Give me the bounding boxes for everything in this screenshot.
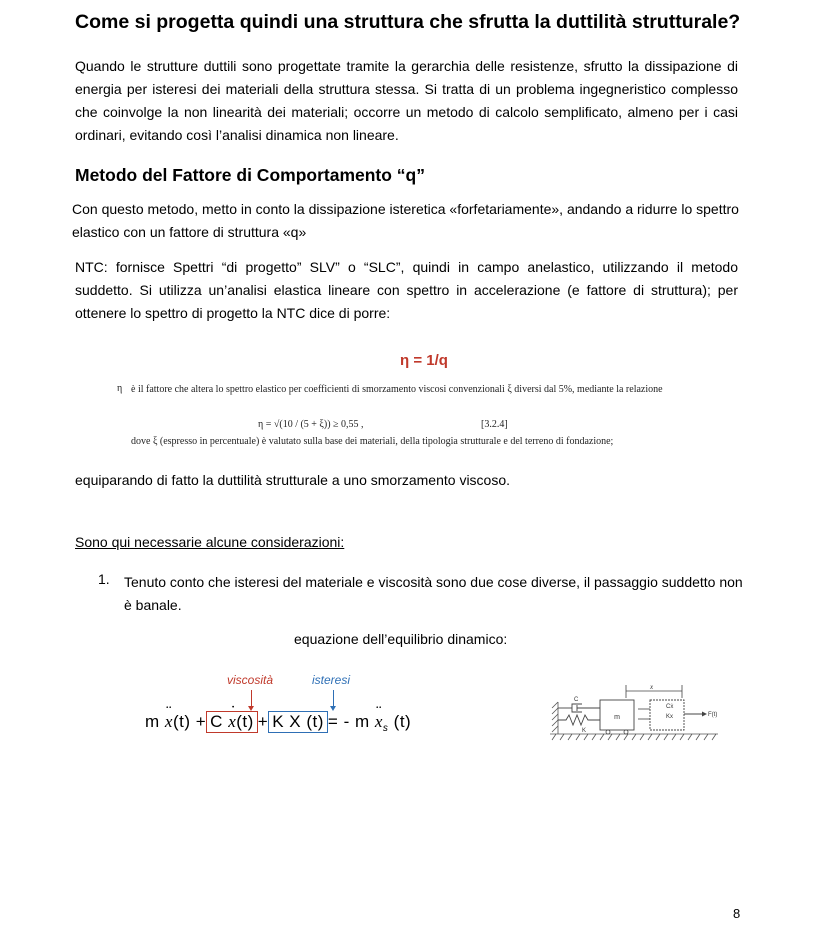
c-label: C	[574, 697, 579, 703]
eq-rhs: - m	[343, 712, 370, 731]
eq-time-2: (t)	[236, 712, 254, 731]
dynamic-equilibrium-equation	[145, 711, 411, 734]
page-number: 8	[733, 906, 741, 921]
excerpt-formula: η = √(10 / (5 + ξ)) ≥ 0,55 ,	[258, 419, 364, 430]
viscosity-arrow	[251, 690, 252, 707]
list-item-number: 1.	[98, 571, 110, 587]
eq-displacement: X	[289, 712, 302, 731]
eq-acceleration: ¨ x	[165, 712, 173, 732]
k-label: K	[582, 728, 587, 734]
x-label: x	[650, 683, 654, 691]
excerpt-line-2: dove ξ (espresso in percentuale) è valutato sulla base dei materiali, della tipologia strutturale e del terreno di fondazione;	[131, 436, 614, 447]
free-body-forces	[638, 709, 650, 719]
eq-subscript: s	[382, 723, 389, 734]
eq-time-3: (t)	[306, 712, 324, 731]
wall-hatching	[552, 702, 558, 734]
eq-velocity: ˙ x	[228, 712, 236, 732]
eq-stiffness-term	[268, 711, 328, 733]
sdof-system-diagram	[546, 682, 726, 742]
equation-title: equazione dell’equilibrio dinamico:	[294, 631, 508, 647]
hysteresis-label: isteresi	[312, 673, 351, 687]
hysteresis-arrow	[333, 690, 334, 707]
cx-label: Cẋ	[666, 704, 674, 710]
kx-label: Kx	[666, 714, 674, 720]
list-item-text: Tenuto conto che isteresi del materiale e viscosità sono due cose diverse, il passaggio suddetto non è banale.	[124, 574, 743, 613]
eq-damping-term	[206, 711, 258, 733]
section-heading: Metodo del Fattore di Comportamento “q”	[75, 165, 425, 185]
ground-hatching	[550, 734, 718, 740]
method-paragraph: Con questo metodo, metto in conto la dissipazione isteretica «forfetariamente», andando a ridurre lo spettro elastico con un fattore di struttura «q»	[72, 201, 739, 240]
conclusion-paragraph: equiparando di fatto la duttilità strutturale a uno smorzamento viscoso.	[75, 472, 511, 488]
excerpt-symbol: η	[117, 383, 123, 394]
damper-icon	[558, 704, 600, 712]
ntc-paragraph: NTC: fornisce Spettri “di progetto” SLV” o “SLC”, quindi in campo anelastico, utilizzando il metodo suddetto. Si utilizza un’analisi elastica lineare con spettro in accelerazione (e fattore di struttura); per ottenere lo spettro di progetto la NTC dice di porre:	[75, 259, 738, 321]
eq-time-4: (t)	[393, 712, 412, 731]
eq-damping-coefficient: C	[210, 712, 223, 731]
mass-label: m	[614, 714, 620, 721]
displacement-dimension	[626, 685, 682, 698]
considerations-title: Sono qui necessarie alcune considerazioni:	[75, 534, 345, 550]
eq-equals: =	[327, 712, 339, 731]
eq-stiffness: K	[272, 712, 285, 731]
eq-plus-2: +	[257, 712, 269, 731]
eq-time-1: (t)	[172, 712, 191, 731]
eq-plus-1: +	[195, 712, 207, 731]
spring-icon	[558, 715, 600, 725]
eta-formula: η = 1/q	[400, 352, 448, 369]
page-heading: Come si progetta quindi una struttura che sfrutta la duttilità strutturale?	[75, 11, 741, 33]
excerpt-reference: [3.2.4]	[481, 419, 508, 430]
force-label: F(t)	[708, 712, 718, 718]
eq-ground-acceleration: ¨ x	[375, 712, 383, 732]
viscosity-label: viscosità	[227, 673, 274, 687]
excerpt-line-1: è il fattore che altera lo spettro elastico per coefficienti di smorzamento viscosi convenzionali ξ diversi dal 5%, mediante la relazione	[131, 384, 663, 395]
eq-mass: m	[145, 712, 160, 731]
intro-paragraph: Quando le strutture duttili sono progettate tramite la gerarchia delle resistenze, sfrutto la dissipazione di energia per isteresi dei materiali della struttura stessa. Si tratta di un problema ingegneristico complesso che coinvolge la non linearità dei materiali; occorre un metodo di calcolo semplificato, almeno per i casi ordinari, evitando così l’analisi dinamica non lineare.	[75, 58, 738, 143]
